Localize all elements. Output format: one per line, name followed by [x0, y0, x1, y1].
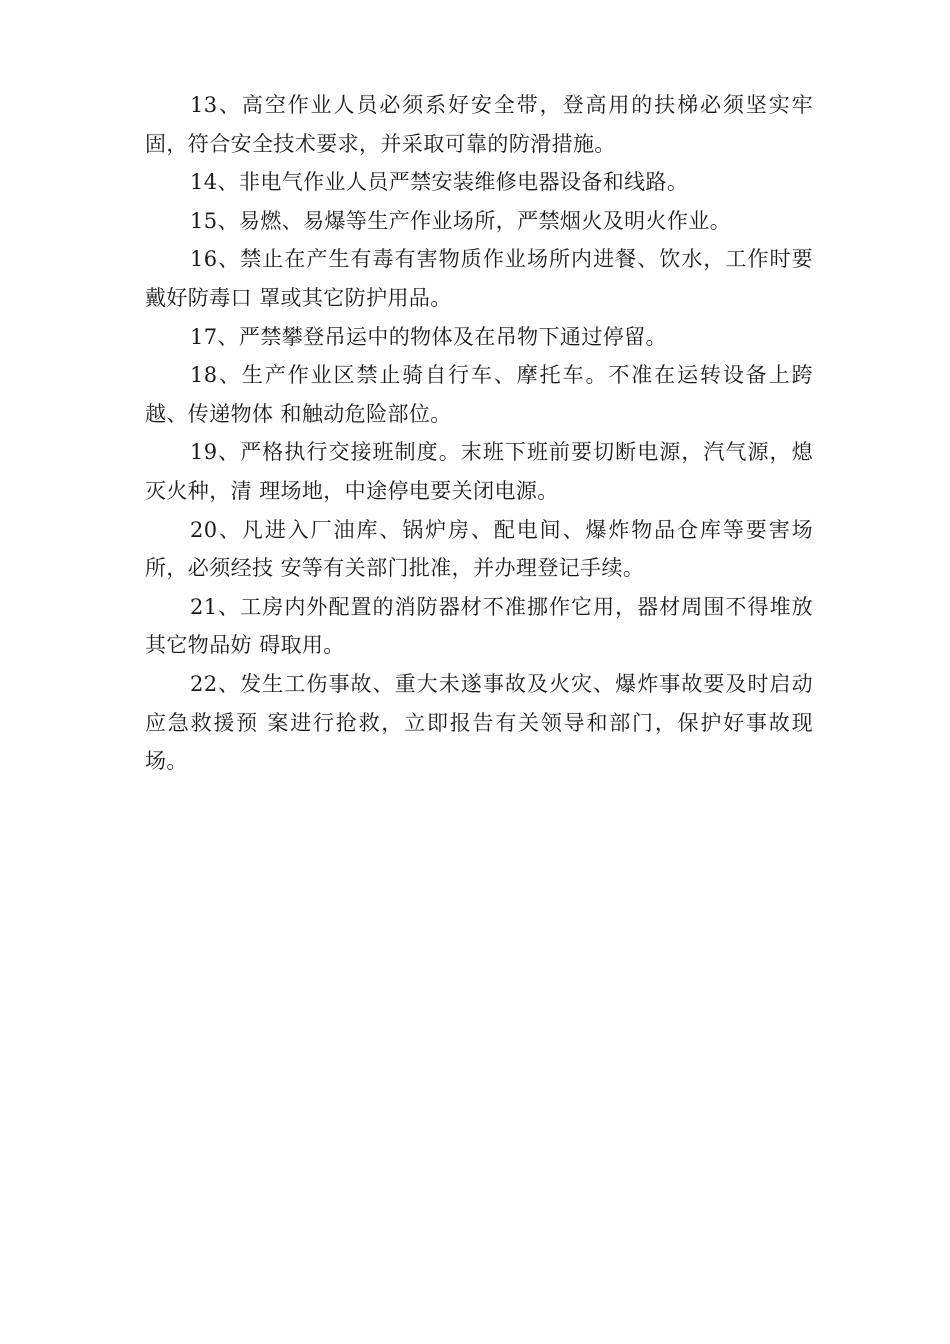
- rule-21: 21、工房内外配置的消防器材不准挪作它用，器材周围不得堆放其它物品妨 碍取用。: [145, 594, 813, 658]
- rule-16: 16、禁止在产生有毒有害物质作业场所内进餐、饮水，工作时要戴好防毒口 罩或其它防护用品。: [145, 247, 813, 310]
- rule-20: 20、凡进入厂油库、锅炉房、配电间、爆炸物品仓库等要害场所，必须经技 安等有关部门批准，并办理登记手续。: [145, 517, 813, 581]
- rule-22: 22、发生工伤事故、重大未遂事故及火灾、爆炸事故要及时启动应急救援预 案进行抢救，立即报告有关领导和部门，保护好事故现场。: [145, 671, 813, 774]
- rule-17: 17、严禁攀登吊运中的物体及在吊物下通过停留。: [190, 324, 667, 349]
- rule-15: 15、易燃、易爆等生产作业场所，严禁烟火及明火作业。: [190, 208, 732, 233]
- rule-14: 14、非电气作业人员严禁安装维修电器设备和线路。: [190, 170, 689, 195]
- rule-19: 19、严格执行交接班制度。末班下班前要切断电源，汽气源，熄灭火种，清 理场地，中途停电要关闭电源。: [145, 440, 813, 503]
- rule-18: 18、生产作业区禁止骑自行车、摩托车。不准在运转设备上跨越、传递物体 和触动危险部位。: [145, 363, 813, 426]
- document-page: [145, 86, 813, 781]
- rule-13: 13、高空作业人员必须系好安全带，登高用的扶梯必须坚实牢固，符合安全技术要求，并采取可靠的防滑措施。: [145, 93, 813, 156]
